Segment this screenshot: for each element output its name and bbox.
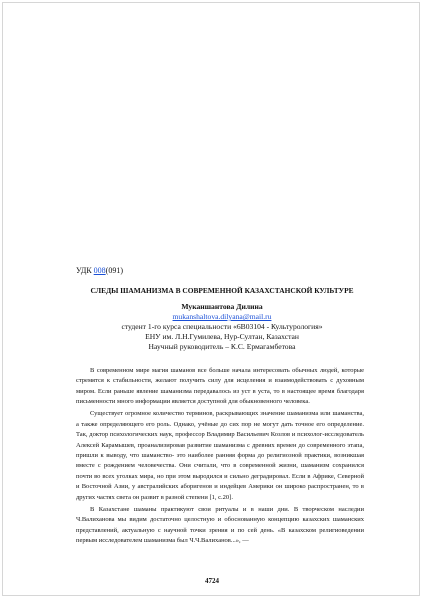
article-title: СЛЕДЫ ШАМАНИЗМА В СОВРЕМЕННОЙ КАЗАХСТАНСКОЙ КУЛЬТУРЕ [90,286,354,295]
body-paragraph: Существует огромное количество терминов, раскрывающих значение шаманизма или шаманства, а также определяющего его роль. Однако, учёные до сих пор не могут дать точное его определение. Так, доктор психологических наук, профессор Владимир Васильевич Козлов и психолог-исследователь Алексей Карамышев, проанализировав развитие шаманизма с древних времен до современного этапа, пришли к выводу, что шаманство- это наиболее ранняя форма до религиозной практики, возникшая вместе с рождением человечества. Они считали, что в современной жизни, шаманизм сохранился почти во всех уголках мира, но при этом выродился и сильно деградировал. Если в Африке, Северной и Восточной Азии, у австралийских аборигенов и индейцев Америки он широко распространен, то в других частях света он развит в разной степени [1, с.20]. [76,410,364,501]
author-block [60,302,384,352]
udk-code-link[interactable]: 008 [93,266,106,275]
author-university-line: ЕНУ им. Л.Н.Гумилева, Нур-Султан, Казахстан [145,332,299,341]
author-affiliation-line: студент 1-го курса специальности «6В03104 - Культурология» [121,322,323,331]
body-paragraph: В Казахстане шаманы практикуют свои ритуалы и в наши дни. В творческом наследии Ч.Валиханова мы видим достаточно целостную и обоснованную концепцию казахских шаманских представлений, актуальную с научной точки зрения и по сей день. «В казахском религиоведении первым исследователем шаманизма был Ч.Ч.Валиханов...», — [76,505,364,545]
author-name: Муканшантова Дилина [181,302,263,311]
page-number: 4724 [205,577,219,585]
udk-line [76,266,123,276]
body-paragraph: В современном мире магия шаманов все больше начала интересовать обычных людей, которые стремятся к стабильности, желают получить силу для исцеления и взаимодействовать с духовным миром. Если раньше явление шаманизма передавалось из уст в уста, то в настоящее время благодаря письменности много информации является доступной для обыкновенного человека. [76,367,364,406]
article-body [76,366,364,548]
author-supervisor-line: Научный руководитель – К.С. Ермагамбетова [148,342,296,351]
udk-suffix: (091) [105,266,123,275]
udk-prefix: УДК [76,266,94,275]
author-email-link[interactable]: mukanshaltova.dilyana@mail.ru [172,312,272,321]
